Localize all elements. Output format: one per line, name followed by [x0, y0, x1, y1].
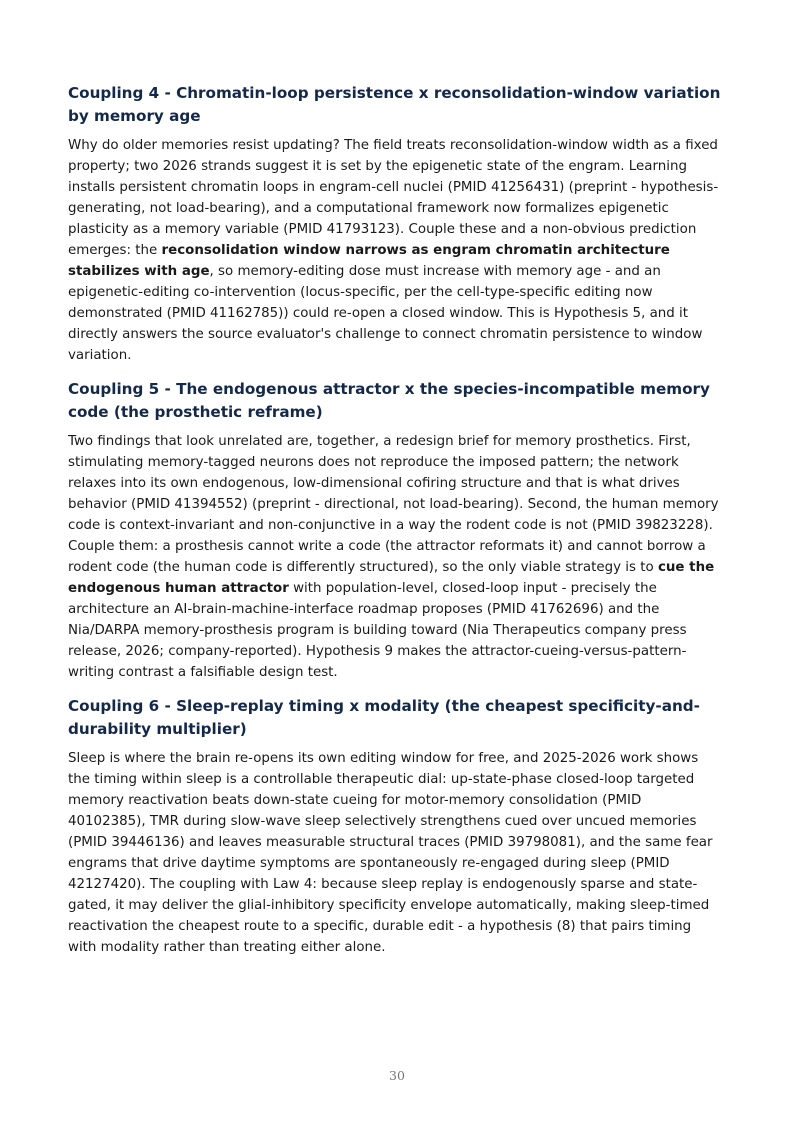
document-page — [68, 82, 722, 970]
section-coupling-6 — [68, 695, 722, 958]
paragraph-text: Two findings that look unrelated are, together, a redesign brief for memory prosthetics. First, stimulating memory-tagged neurons does not reproduce the imposed pattern; the network relaxes into its own endogenous, low-dimensional cofiring structure and that is what drives behavior (PMID 41394552) (preprint - directional, not load-bearing). Second, the human memory code is context-invariant and non-conjunctive in a way the rodent code is not (PMID 39823228). Couple them: a prosthesis cannot write a code (the attractor reformats it) and cannot borrow a rodent code (the human code is differently structured), so the only viable strategy is to — [68, 434, 719, 575]
section-heading: Coupling 5 - The endogenous attractor x the species-incompatible memory code (the prosthetic reframe) — [68, 380, 710, 421]
paragraph-text: , so memory-editing dose must increase with memory age - and an epigenetic-editing co-intervention (locus-specific, per the cell-type-specific editing now demonstrated (PMID 41162785)) could re-open a closed window. This is Hypothesis 5, and it directly answers the source evaluator's challenge to connect chromatin persistence to window variation. — [68, 264, 703, 363]
section-paragraph — [68, 431, 722, 683]
page-number: 30 — [389, 1068, 405, 1083]
paragraph-text: Why do older memories resist updating? The field treats reconsolidation-window width as a fixed property; two 2026 strands suggest it is set by the epigenetic state of the engram. Learning installs persistent chromatin loops in engram-cell nuclei (PMID 41256431) (preprint - hypothesis-generating, not load-bearing), and a computational framework now formalizes epigenetic plasticity as a memory variable (PMID 41793123). Couple these and a non-obvious prediction emerges: the — [68, 138, 719, 258]
paragraph-emphasis: reconsolidation window narrows as engram chromatin architecture stabilizes with age — [68, 243, 670, 279]
paragraph-text: with population-level, closed-loop input - precisely the architecture an AI-brain-machine-interface roadmap proposes (PMID 41762696) and the Nia/DARPA memory-prosthesis program is building toward (Nia Therapeutics company press release, 2026; company-reported). Hypothesis 9 makes the attractor-cueing-versus-pattern-writing contrast a falsifiable design test. — [68, 581, 687, 680]
paragraph-emphasis: cue the endogenous human attractor — [68, 560, 715, 596]
section-heading: Coupling 6 - Sleep-replay timing x modality (the cheapest specificity-and-durability multiplier) — [68, 697, 700, 738]
section-coupling-4 — [68, 82, 722, 366]
section-paragraph — [68, 748, 722, 958]
paragraph-text: Sleep is where the brain re-opens its own editing window for free, and 2025-2026 work shows the timing within sleep is a controllable therapeutic dial: up-state-phase closed-loop targeted memory reactivation beats down-state cueing for motor-memory consolidation (PMID 40102385), TMR during slow-wave sleep selectively strengthens cued over uncued memories (PMID 39446136) and leaves measurable structural traces (PMID 39798081), and the same fear engrams that drive daytime symptoms are spontaneously re-engaged during sleep (PMID 42127420). The coupling with Law 4: because sleep replay is endogenously sparse and state-gated, it may deliver the glial-inhibitory specificity envelope automatically, making sleep-timed reactivation the cheapest route to a specific, durable edit - a hypothesis (8) that pairs timing with modality rather than treating either alone. — [68, 751, 713, 955]
section-paragraph — [68, 135, 722, 366]
section-coupling-5 — [68, 378, 722, 683]
section-heading: Coupling 4 - Chromatin-loop persistence x reconsolidation-window variation by memory age — [68, 84, 721, 125]
